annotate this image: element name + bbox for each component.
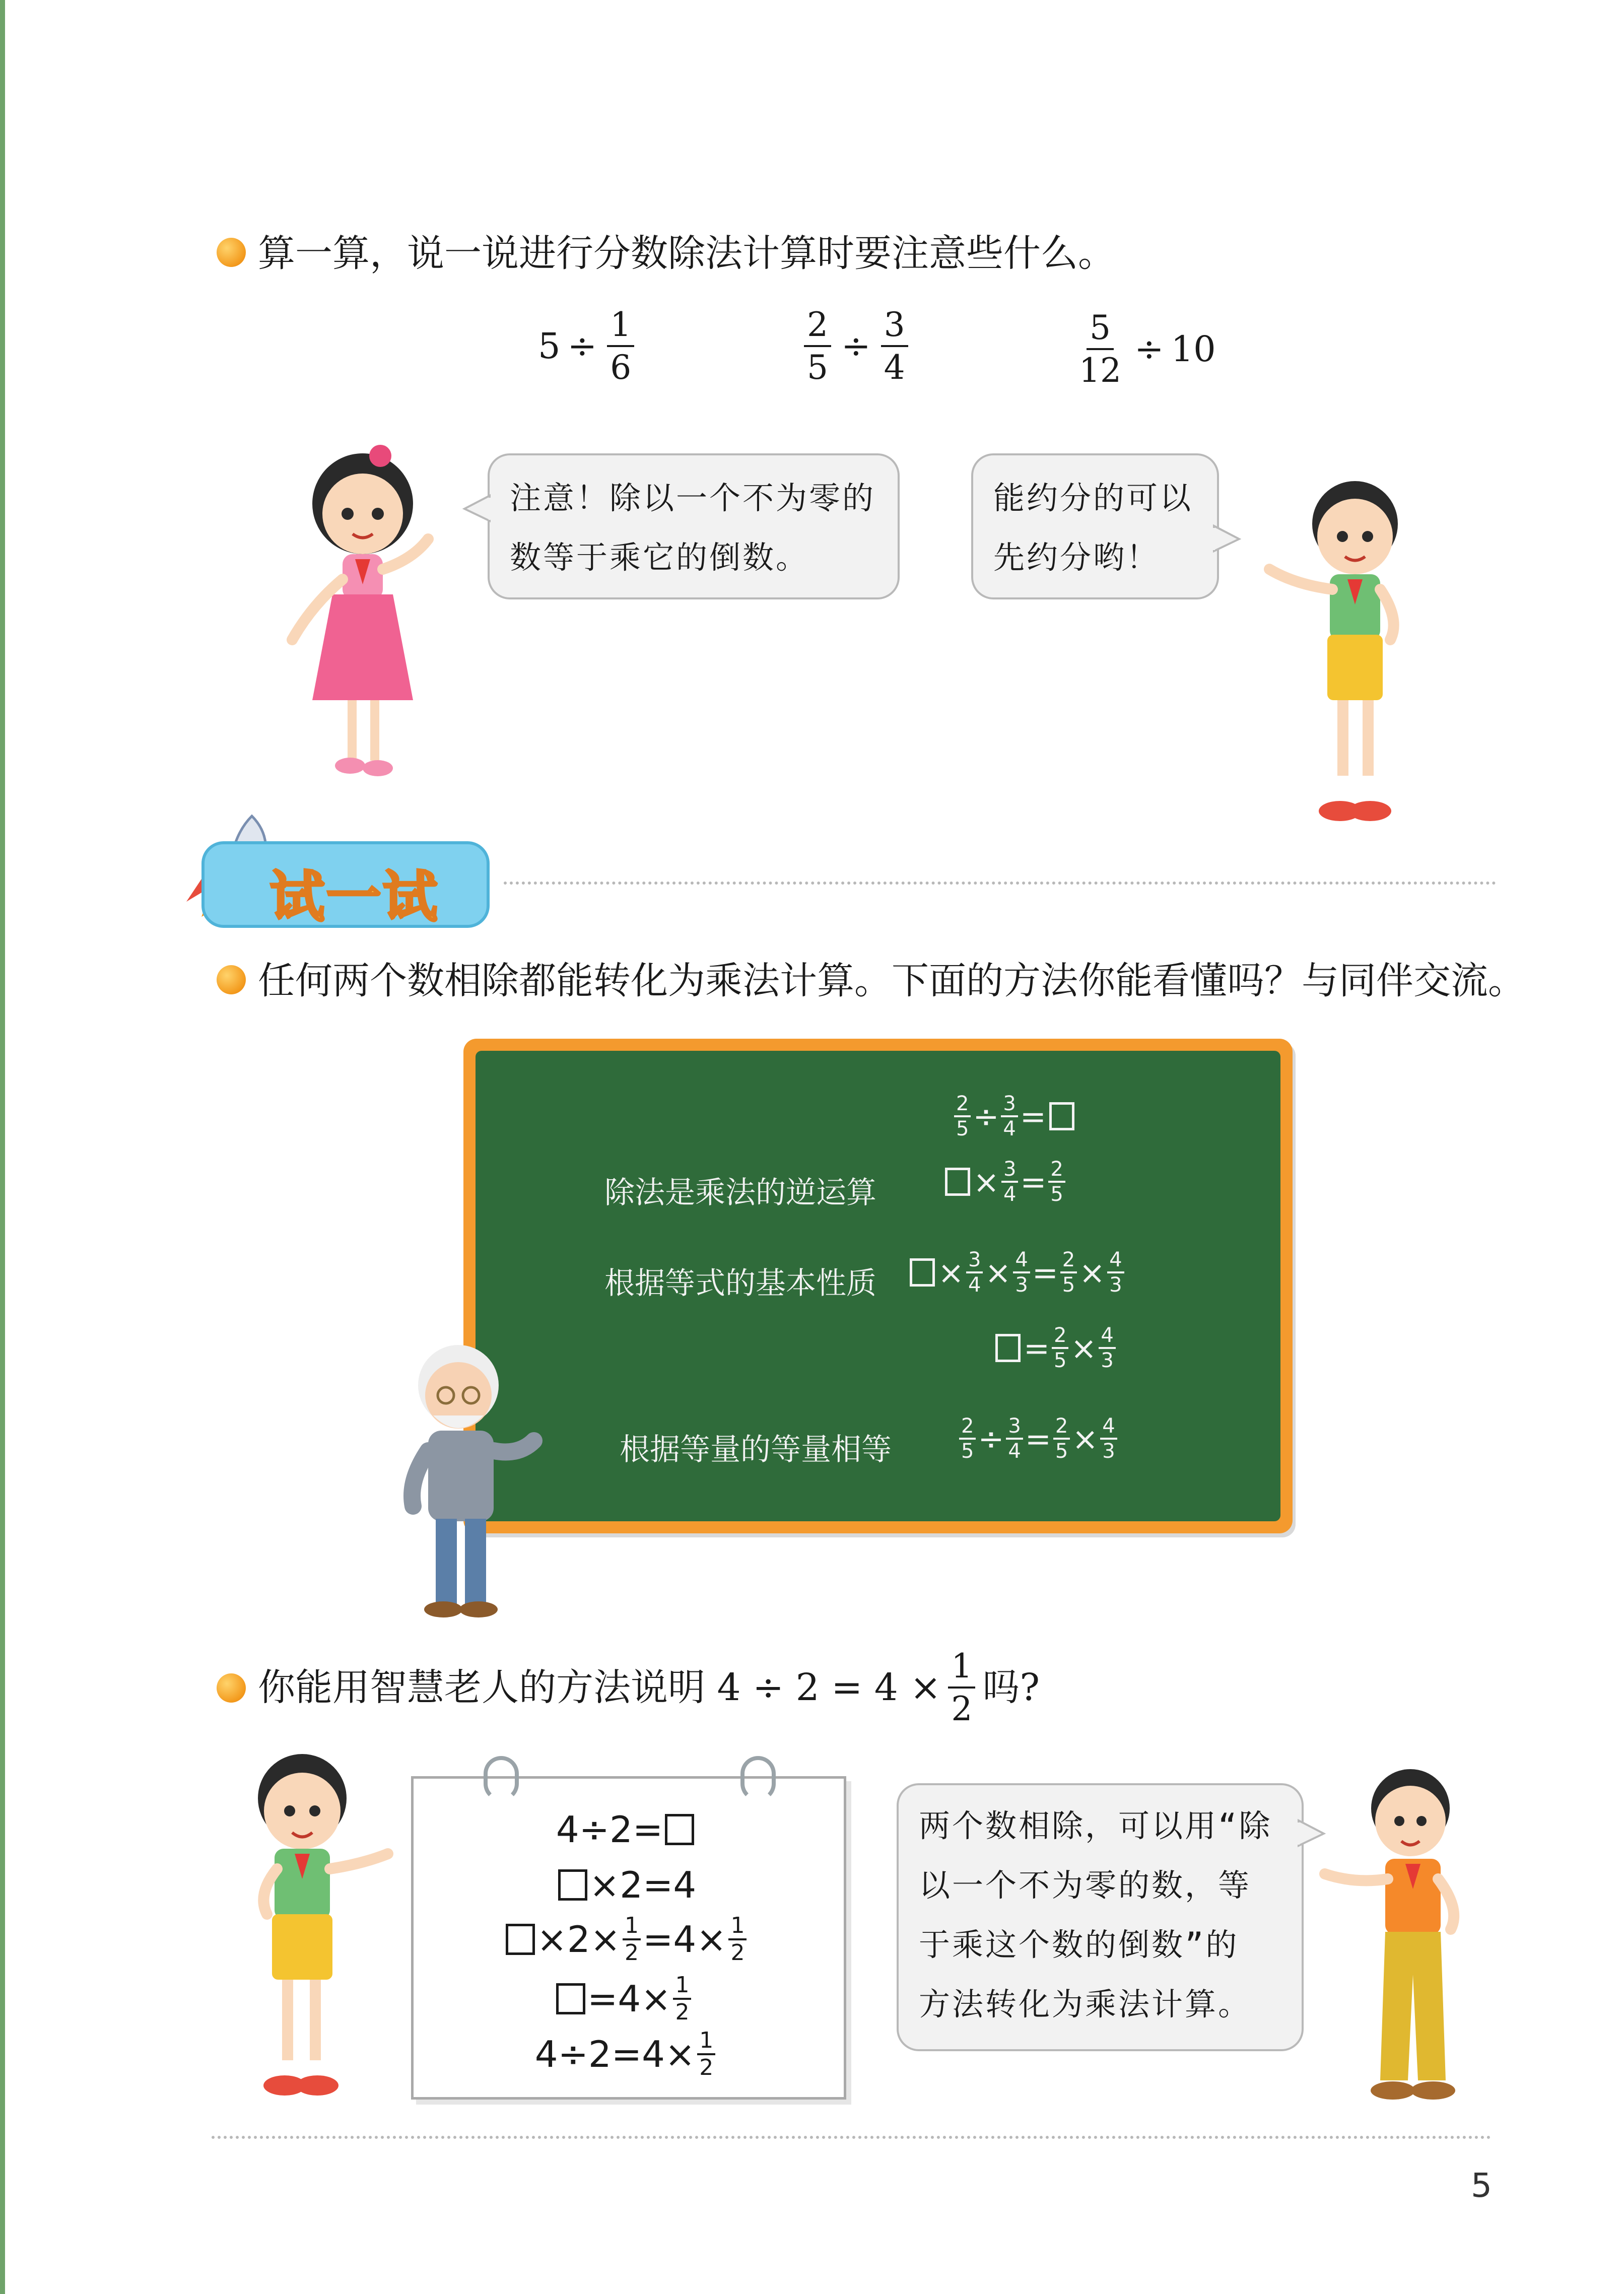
- try-badge: 试一试: [201, 841, 490, 928]
- fraction: $\frac{5}{12}$: [1079, 308, 1121, 390]
- boy-speech-bubble-2: 两个数相除，可以用“除 以一个不为零的数，等 于乘这个数的倒数”的 方法转化为乘法计算。: [897, 1783, 1304, 2051]
- section-divider: [504, 882, 1496, 885]
- girl-speech-bubble: 注意！除以一个不为零的 数等于乘它的倒数。: [488, 453, 900, 599]
- blank-box: [506, 1924, 535, 1955]
- blank-box: [558, 1869, 587, 1901]
- paper-row-4: = 4 × $\frac{1}{2}$: [554, 1974, 693, 2024]
- bullet-icon: [217, 1673, 246, 1703]
- binder-ring: [740, 1756, 776, 1801]
- blank-box: [1049, 1102, 1074, 1130]
- boy-illustration-2: [217, 1743, 408, 2106]
- page-number: 5: [1471, 2166, 1492, 2205]
- board-row-5: $\frac{2}{5}$ ÷ $\frac{3}{4}$ = $\frac{2}{5}$ × $\frac{4}{3}$: [957, 1415, 1119, 1462]
- bubble-tail: [1211, 524, 1241, 554]
- fraction: $\frac{1}{2}$: [948, 1649, 975, 1727]
- girl-illustration: [262, 438, 463, 791]
- wise-old-man-illustration: [383, 1340, 544, 1622]
- board-label-equation-property: 根据等式的基本性质: [604, 1266, 876, 1301]
- paper-row-3: × 2 × $\frac{1}{2}$ = 4 × $\frac{1}{2}$: [411, 1914, 841, 1965]
- expression-5-div-1-6: 5 ÷ $\frac{1}{6}$: [538, 307, 637, 385]
- paper-row-1: 4 ÷ 2 =: [411, 1808, 841, 1851]
- board-row-4: = $\frac{2}{5}$ × $\frac{4}{3}$: [992, 1325, 1118, 1371]
- footer-divider: [212, 2136, 1491, 2139]
- bullet-icon: [217, 965, 246, 994]
- paper-row-5: 4 ÷ 2 = 4 × $\frac{1}{2}$: [411, 2029, 841, 2079]
- boy-illustration-3: [1310, 1758, 1511, 2111]
- blank-box: [995, 1334, 1021, 1362]
- board-label-inverse: 除法是乘法的逆运算: [604, 1175, 876, 1210]
- board-row-2: × $\frac{3}{4}$ = $\frac{2}{5}$: [942, 1159, 1067, 1205]
- fraction: $\frac{1}{6}$: [607, 307, 634, 385]
- question-3: 你能用智慧老人的方法说明 4 ÷ 2 = 4 × $\frac{1}{2}$ 吗?: [258, 1646, 1040, 1728]
- fraction: $\frac{2}{5}$: [804, 307, 831, 385]
- question-2: 任何两个数相除都能转化为乘法计算。下面的方法你能看懂吗？与同伴交流。: [258, 959, 1525, 1002]
- blank-box: [556, 1983, 585, 2014]
- bullet-icon: [217, 238, 246, 267]
- board-label-equal-quantities: 根据等量的等量相等: [620, 1432, 892, 1467]
- blank-box: [910, 1258, 935, 1287]
- left-margin-bar: [0, 0, 5, 2294]
- paper-row-2: × 2 = 4: [411, 1864, 841, 1906]
- question-1: 算一算，说一说进行分数除法计算时要注意些什么。: [258, 232, 1115, 275]
- expression-2-5-div-3-4: $\frac{2}{5}$ ÷ $\frac{3}{4}$: [801, 307, 911, 385]
- bubble-tail: [462, 494, 493, 524]
- boy-speech-bubble-1: 能约分的可以 先约分哟！: [971, 453, 1219, 599]
- fraction: $\frac{3}{4}$: [881, 307, 908, 385]
- blank-box: [665, 1814, 694, 1845]
- boy-illustration-1: [1239, 468, 1451, 836]
- expression-5-12-div-10: $\frac{5}{12}$ ÷ 10: [1073, 310, 1216, 388]
- board-row-1: $\frac{2}{5}$ ÷ $\frac{3}{4}$ =: [952, 1093, 1077, 1139]
- board-row-3: × $\frac{3}{4}$ × $\frac{4}{3}$ = $\frac{2}{5}$ × $\frac{4}{3}$: [907, 1249, 1126, 1296]
- blank-box: [945, 1168, 970, 1196]
- binder-ring: [484, 1756, 519, 1801]
